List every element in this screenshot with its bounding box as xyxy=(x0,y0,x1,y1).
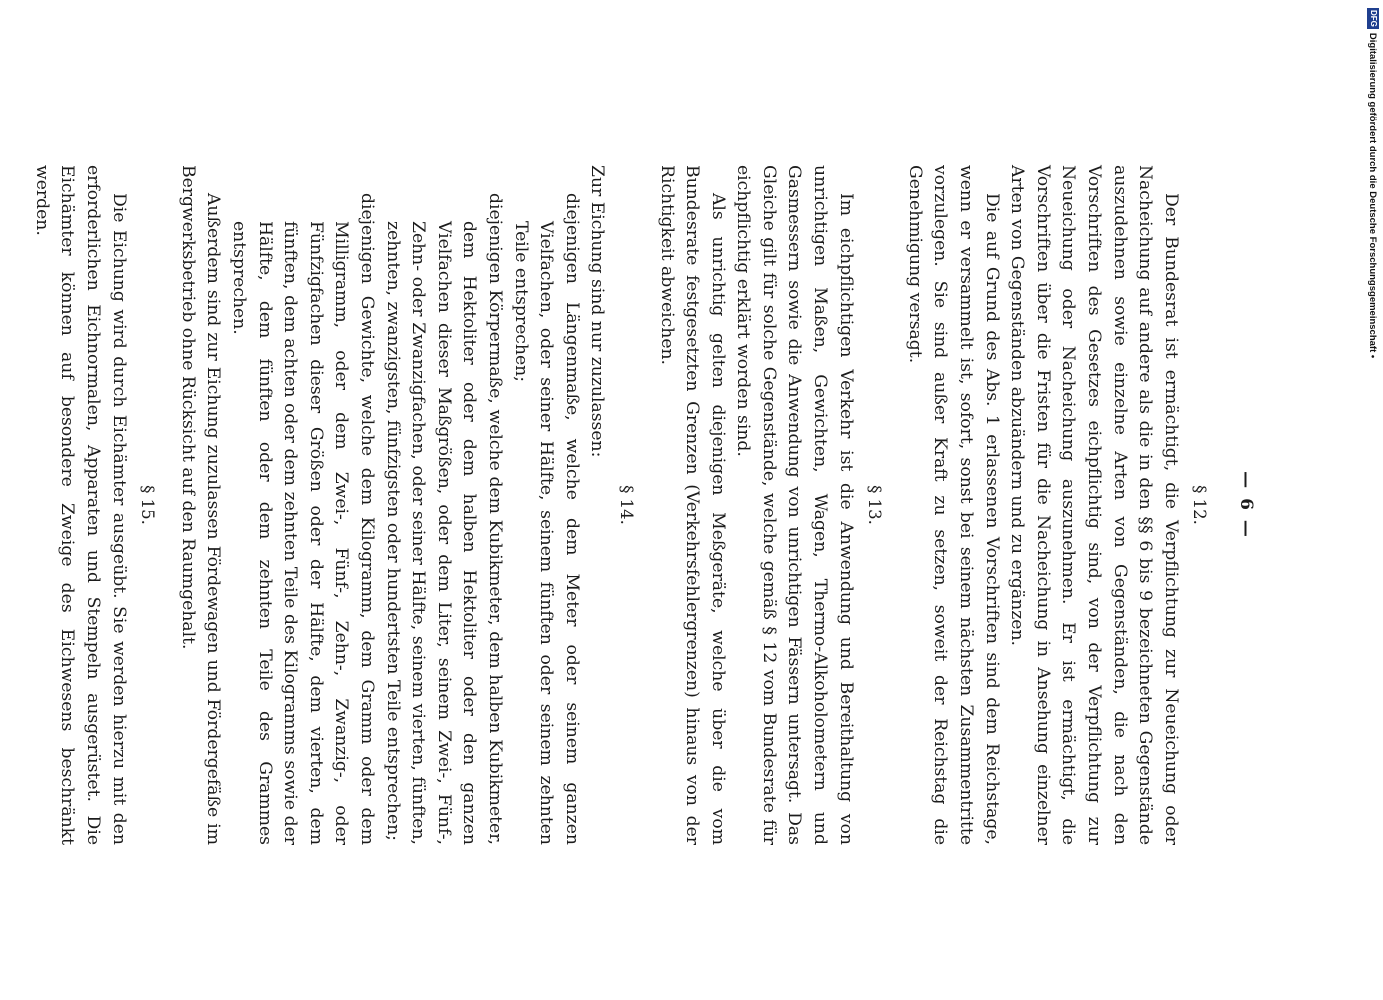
section-paragraph: Die auf Grund des Abs. 1 erlassenen Vorschriften sind dem Reichstage, wenn er versammelt ist, sofort, sonst bei seinem nächsten Zusammentritte vorzulegen. Sie sind außer Kraft zu setzen, soweit der Reichstag die Genehmigung versagt. xyxy=(904,165,1002,845)
digitization-credit xyxy=(1363,8,1383,428)
section-paragraph: Der Bundesrat ist ermächtigt, die Verpflichtung zur Neueichung oder Nacheichung auf andere als die in den §§ 6 bis 9 bezeichneten Gegenstände auszudehnen sowie einzelne Arten von Gegenständen, die nach den Vorschriften des Gesetzes eichpflichtig sind, von der Verpflichtung zur Neueichung oder Nacheichung auszunehmen. Er ist ermächtigt, die Vorschriften über die Fristen für die Nacheichung in Ansehung einzelner Arten von Gegenständen abzuändern und zu ergänzen. xyxy=(1007,165,1181,845)
dfg-logo-icon: DFG xyxy=(1369,10,1378,27)
list-item: diejenigen Längenmaße, welche dem Meter oder seinem ganzen Vielfachen, oder seiner Hälfte, seinem fünften oder seinem zehnten Teile entsprechen; xyxy=(510,193,582,845)
section-12 xyxy=(901,165,1212,845)
section-paragraph: Außerdem sind zur Eichung zuzulassen Fördewagen und Fördergefäße im Bergwerksbetrieb ohne Rücksicht auf den Raumgehalt. xyxy=(177,165,224,845)
section-heading: § 12. xyxy=(1190,485,1210,525)
section-paragraph: Die Eichung wird durch Eichämter ausgeübt. Sie werden hierzu mit den erforderlichen Eichnormalen, Apparaten und Stempeln ausgerüstet. Die Eichämter können auf besondere Zweige des Eichwesens beschränkt werden. xyxy=(31,165,129,845)
section-14 xyxy=(174,165,639,845)
section-heading: § 14. xyxy=(616,485,636,525)
section-heading: § 15. xyxy=(138,485,158,525)
document-body xyxy=(28,165,1258,845)
page-number: — 6 — xyxy=(1236,471,1256,539)
section-heading: § 13. xyxy=(865,485,885,525)
list-item: diejenigen Körpermaße, welche dem Kubikmeter, dem halben Kubikmeter, dem Hektoliter oder dem halben Hektoliter oder den ganzen Vielfachen dieser Maßgrößen, oder dem Liter, seinem Zwei-, Fünf-, Zehn- oder Zwanzigfachen, oder seiner Hälfte, seinem vierten, fünften, zehnten, zwanzigsten, fünfzigsten oder hundertsten Teile entsprechen; xyxy=(382,193,505,845)
credit-text: Digitalisierung gefördert durch die Deutsche Forschungsgemeinschaft • xyxy=(1367,32,1379,359)
section-paragraph: Als unrichtig gelten diejenigen Meßgeräte, welche über die vom Bundesrate festgesetzten Grenzen (Verkehrsfehlergrenzen) hinaus von der Richtigkeit abweichen. xyxy=(656,165,728,845)
section-paragraph: Im eichpflichtigen Verkehr ist die Anwendung und Bereithaltung von unrichtigen Maßen, Gewichten, Wagen, Thermo-Alkoholometern und Gasmessern sowie die Anwendung von unrichtigen Fässern untersagt. Das Gleiche gilt für solche Gegenstände, welche gemäß § 12 vom Bundesrate für eichpflichtig erklärt worden sind. xyxy=(733,165,856,845)
section-15 xyxy=(28,165,160,845)
section-intro: Zur Eichung sind nur zuzulassen: xyxy=(587,165,608,458)
list-item: diejenigen Gewichte, welche dem Kilogramm, dem Gramm oder dem Milligramm, oder dem Zwei-, Fünf-, Zehn-, Zwanzig-, oder Fünfzigfachen dieser Größen oder der Hälfte, dem vierten, dem fünften, dem achten oder dem zehnten Teile des Kilogramms sowie der Hälfte, dem fünften oder dem zehnten Teile des Grammes entsprechen. xyxy=(229,193,377,845)
section-13 xyxy=(653,165,887,845)
